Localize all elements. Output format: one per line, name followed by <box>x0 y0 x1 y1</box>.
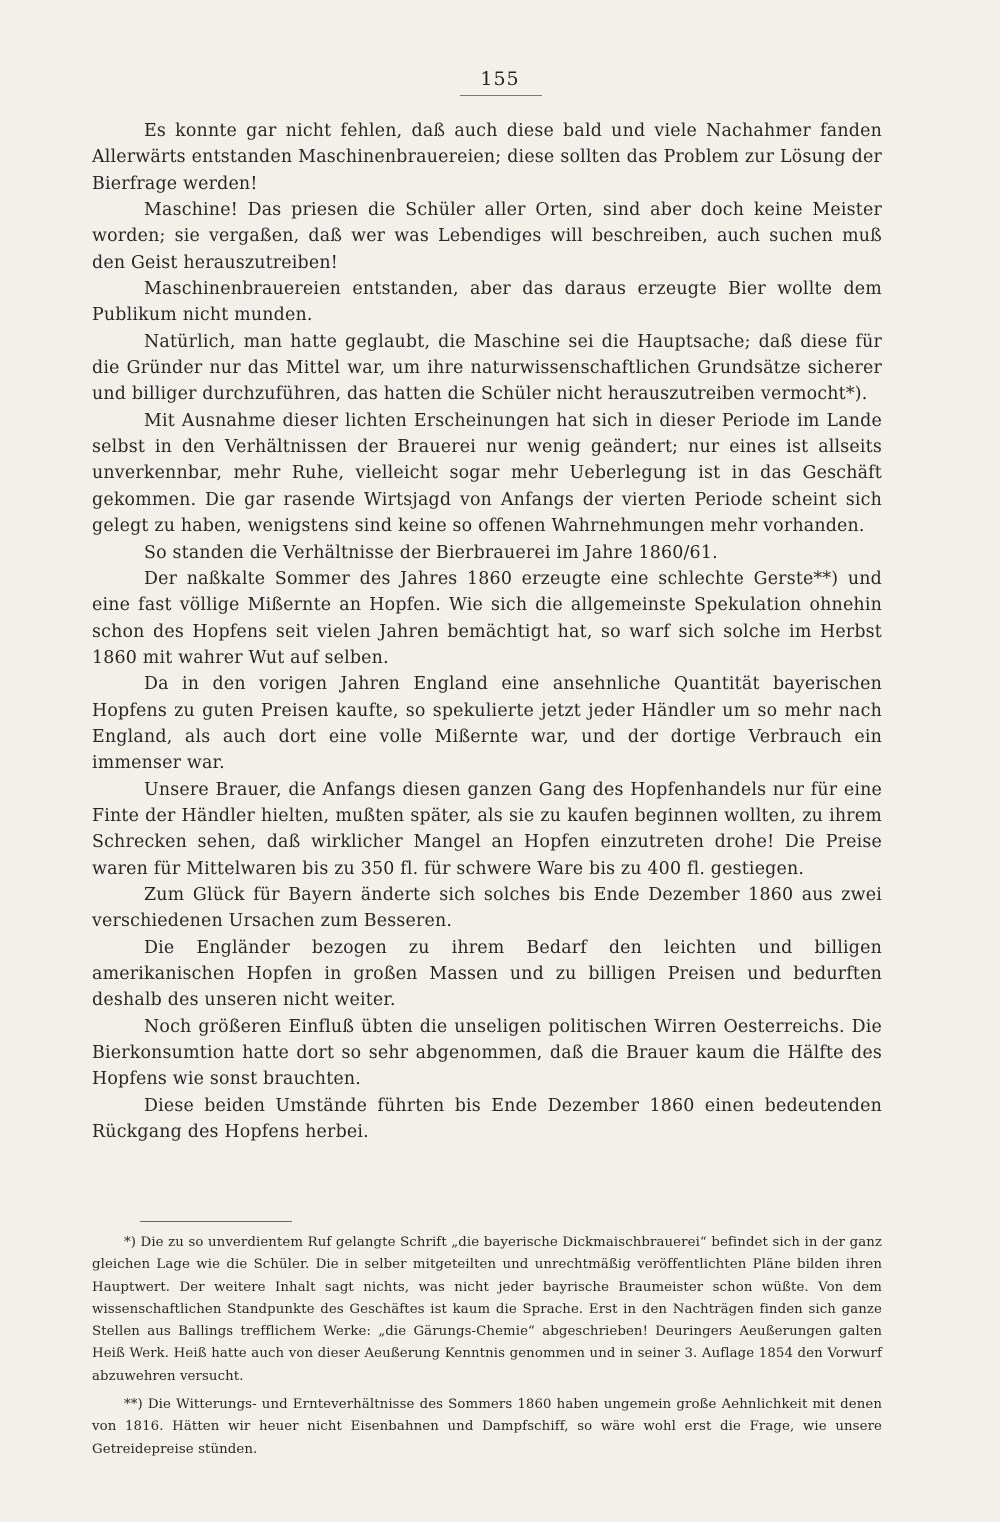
body-text <box>92 118 882 1145</box>
paragraph: Der naßkalte Sommer des Jahres 1860 erzeugte eine schlechte Gerste**) und eine fast völlige Mißernte an Hopfen. Wie sich die allgemeinste Spekulation ohnehin schon des Hopfens seit vielen Jahren bemächtigt hat, so warf sich solche im Herbst 1860 mit wahrer Wut auf selben. <box>92 568 882 668</box>
paragraph: Da in den vorigen Jahren England eine ansehnliche Quantität bayerischen Hopfens zu guten Preisen kaufte, so spekulierte jetzt jeder Händler um so mehr nach England, als auch dort eine volle Mißernte war, und der dortige Verbrauch ein immenser war. <box>92 674 882 774</box>
paragraph: Maschine! Das priesen die Schüler aller Orten, sind aber doch keine Meister worden; sie vergaßen, daß wer was Lebendiges will beschreiben, auch suchen muß den Geist herauszutreiben! <box>92 200 882 273</box>
footnote-divider <box>140 1221 292 1222</box>
paragraph: Es konnte gar nicht fehlen, daß auch diese bald und viele Nachahmer fanden Allerwärts entstanden Maschinenbrauereien; diese sollten das Problem zur Lösung der Bierfrage werden! <box>92 121 882 194</box>
footnote: *) Die zu so unverdientem Ruf gelangte Schrift „die bayerische Dickmaischbrauerei“ befindet sich in der ganz gleichen Lage wie die Schüler. Die in selber mitgeteilten und unrechtmäßig veröffentlichten Pläne bilden ihren Hauptwert. Der weitere Inhalt sagt nichts, was nicht jeder bayrische Braumeister schon wüßte. Von dem wissenschaftlichen Standpunkte des Geschäftes ist kaum die Sprache. Erst in den Nachträgen finden sich ganze Stellen aus Ballings trefflichem Werke: „die Gärungs-Chemie“ abgeschrieben! Deuringers Aeußerungen galten Heiß Werk. Heiß hatte auch von dieser Aeußerung Kenntnis genommen und in seiner 3. Auflage 1854 den Vorwurf abzuwehren versucht. <box>92 1235 882 1384</box>
paragraph: Noch größeren Einfluß übten die unseligen politischen Wirren Oesterreichs. Die Bierkonsumtion hatte dort so sehr abgenommen, daß die Brauer kaum die Hälfte des Hopfens wie sonst brauchten. <box>92 1016 882 1090</box>
paragraph: Mit Ausnahme dieser lichten Erscheinungen hat sich in dieser Periode im Lande selbst in den Verhältnissen der Brauerei nur wenig geändert; nur eines ist allseits unverkennbar, mehr Ruhe, vielleicht sogar mehr Ueberlegung ist in das Geschäft gekommen. Die gar rasende Wirtsjagd von Anfangs der vierten Periode scheint sich gelegt zu haben, wenigstens sind keine so offenen Wahrnehmungen mehr vorhanden. <box>92 410 882 537</box>
footnote: **) Die Witterungs- und Ernteverhältnisse des Sommers 1860 haben ungemein große Aehnlichkeit mit denen von 1816. Hätten wir heuer nicht Eisenbahnen und Dampfschiff, so wäre wohl erst die Frage, wie unsere Getreidepreise stünden. <box>92 1397 882 1457</box>
paragraph: Unsere Brauer, die Anfangs diesen ganzen Gang des Hopfenhandels nur für eine Finte der Händler hielten, mußten später, als sie zu kaufen beginnen wollten, zu ihrem Schrecken sehen, daß wirklicher Mangel an Hopfen einzutreten drohe! Die Preise waren für Mittelwaren bis zu 350 fl. für schwere Ware bis zu 400 fl. gestiegen. <box>92 779 882 879</box>
paragraph: Natürlich, man hatte geglaubt, die Maschine sei die Hauptsache; daß diese für die Gründer nur das Mittel war, um ihre naturwissenschaftlichen Grundsätze sicherer und billiger durchzuführen, das hatten die Schüler nicht herauszutreiben vermocht*). <box>92 331 882 405</box>
paragraph: Die Engländer bezogen zu ihrem Bedarf den leichten und billigen amerikanischen Hopfen in großen Massen und zu billigen Preisen und bedurften deshalb des unseren nicht weiter. <box>92 937 882 1011</box>
paragraph: Maschinenbrauereien entstanden, aber das daraus erzeugte Bier wollte dem Publikum nicht munden. <box>92 279 882 326</box>
paragraph: Diese beiden Umstände führten bis Ende Dezember 1860 einen bedeutenden Rückgang des Hopfens herbei. <box>92 1095 882 1143</box>
header-rule <box>460 95 542 96</box>
page-number: 155 <box>480 68 520 90</box>
paragraph: Zum Glück für Bayern änderte sich solches bis Ende Dezember 1860 aus zwei verschiedenen Ursachen zum Besseren. <box>92 884 882 932</box>
footnotes <box>92 1232 882 1467</box>
paragraph: So standen die Verhältnisse der Bierbrauerei im Jahre 1860/61. <box>144 542 718 563</box>
